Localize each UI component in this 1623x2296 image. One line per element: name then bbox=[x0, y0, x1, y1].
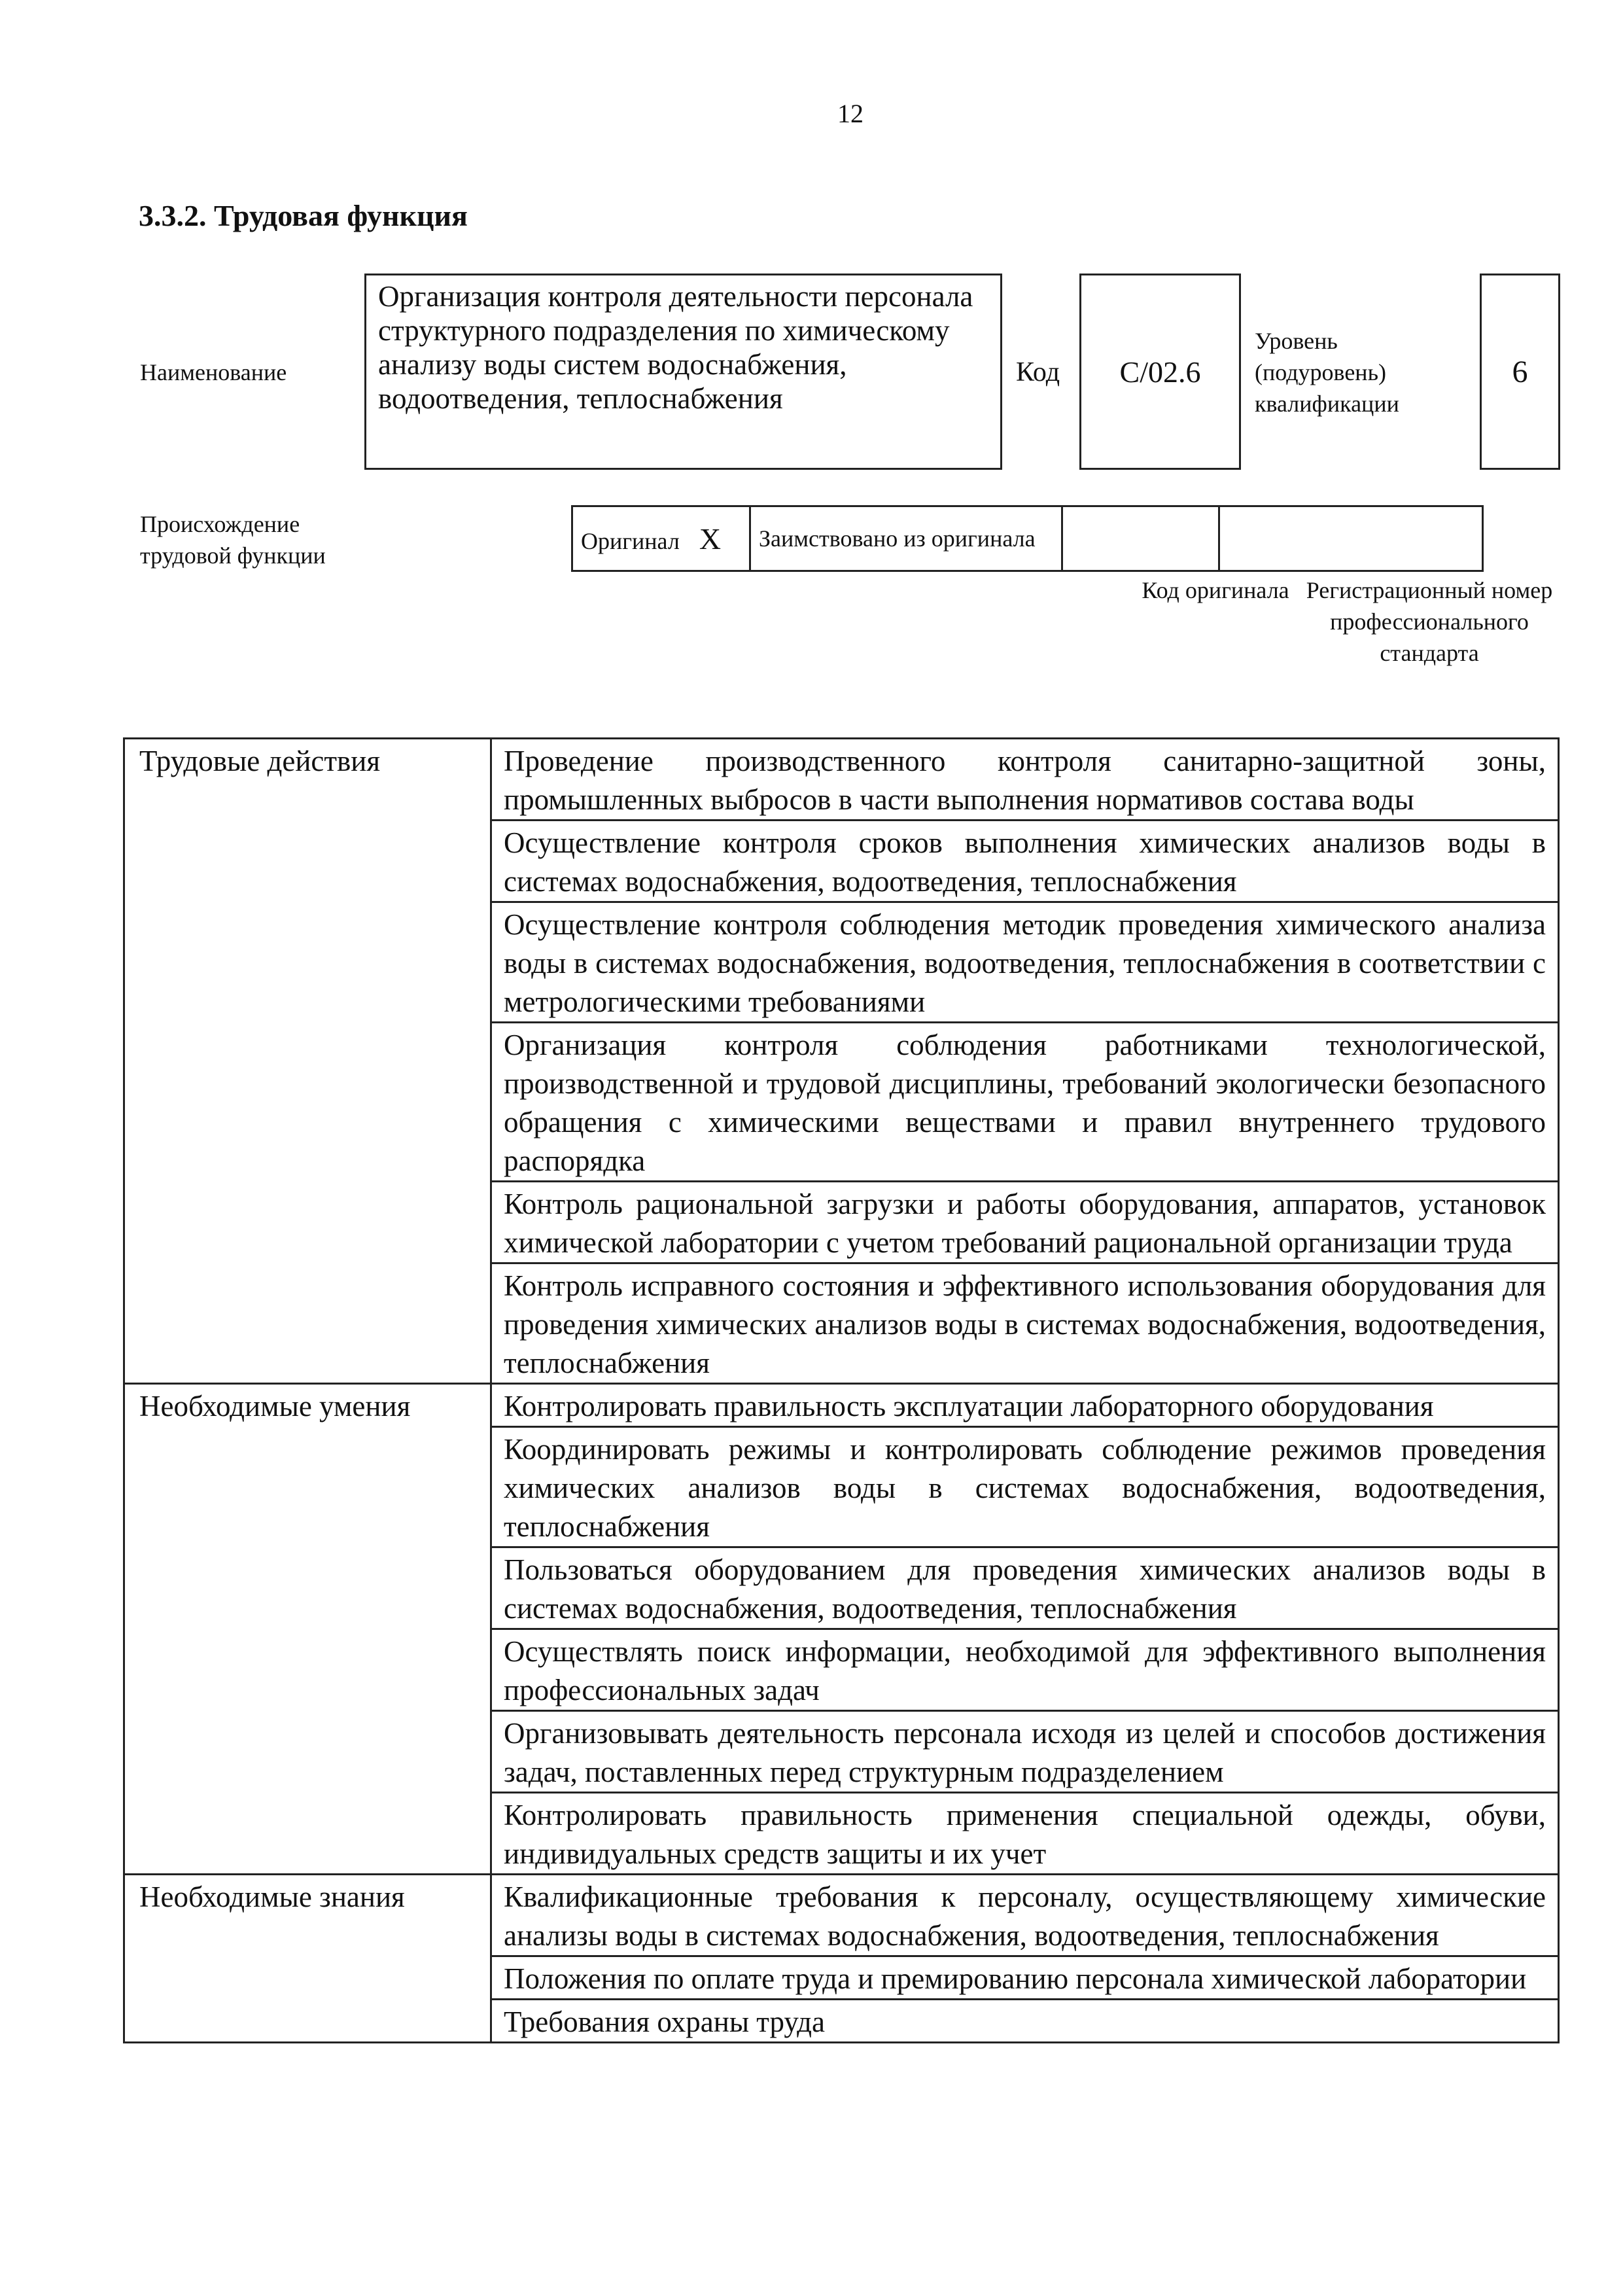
table-cell-item: Проведение производственного контроля санитарно-защитной зоны, промышленных выбросов в части выполнения нормативов состава воды bbox=[491, 739, 1559, 821]
table-cell-item: Контролировать правильность эксплуатации лабораторного оборудования bbox=[491, 1384, 1559, 1427]
table-cell-item: Квалификационные требования к персоналу, осуществляющему химические анализы воды в системах водоснабжения, водоотведения, теплоснабжения bbox=[491, 1875, 1559, 1956]
level-value: 6 bbox=[1512, 354, 1528, 389]
function-code: C/02.6 bbox=[1119, 355, 1201, 389]
table-cell-item: Осуществлять поиск информации, необходимой для эффективного выполнения профессиональных задач bbox=[491, 1629, 1559, 1711]
table-row bbox=[124, 1384, 1559, 1427]
section-title: Необходимые умения bbox=[124, 1384, 491, 1875]
section-title: Трудовые действия bbox=[124, 739, 491, 1384]
section-heading: 3.3.2. Трудовая функция bbox=[139, 199, 468, 232]
function-code-box bbox=[1079, 274, 1241, 470]
page-number: 12 bbox=[837, 99, 864, 128]
labor-function-table bbox=[123, 737, 1560, 2043]
table-cell-item: Организовывать деятельность персонала исходя из целей и способов достижения задач, поставленных перед структурным подразделением bbox=[491, 1711, 1559, 1793]
level-label: Уровень (подуровень) квалификации bbox=[1255, 328, 1399, 417]
original-code-caption: Код оригинала bbox=[1142, 577, 1289, 603]
original-cell bbox=[572, 506, 750, 571]
reg-number-caption: Регистрационный номер профессионального стандарта bbox=[1306, 577, 1553, 666]
table-cell-item: Организация контроля соблюдения работниками технологической, производственной и трудовой дисциплины, требований экологически безопасного обращения с химическими веществами и правил внутреннего трудового распорядка bbox=[491, 1023, 1559, 1182]
function-name-box: Организация контроля деятельности персонала структурного подразделения по химическому анализу воды систем водоснабжения, водоотведения, теплоснабжения bbox=[364, 274, 1002, 470]
borrowed-cell bbox=[750, 506, 1062, 571]
original-mark: X bbox=[699, 521, 722, 556]
table-cell-item: Требования охраны труда bbox=[491, 2000, 1559, 2043]
table-cell-item: Контроль рациональной загрузки и работы оборудования, аппаратов, установок химической лаборатории с учетом требований рациональной организации труда bbox=[491, 1182, 1559, 1263]
borrowed-label: Заимствовано из оригинала bbox=[759, 525, 1036, 552]
reg-number-cell bbox=[1219, 506, 1483, 571]
original-label: Оригинал bbox=[581, 527, 680, 554]
table-cell-item: Положения по оплате труда и премированию персонала химической лаборатории bbox=[491, 1956, 1559, 2000]
origin-table bbox=[571, 505, 1484, 572]
code-label: Код bbox=[1016, 357, 1060, 387]
table-cell-item: Пользоваться оборудованием для проведения химических анализов воды в системах водоснабжения, водоотведения, теплоснабжения bbox=[491, 1547, 1559, 1629]
table-cell-item: Контроль исправного состояния и эффективного использования оборудования для проведения химических анализов воды в системах водоснабжения, водоотведения, теплоснабжения bbox=[491, 1263, 1559, 1384]
original-code-cell bbox=[1062, 506, 1219, 571]
table-cell-item: Координировать режимы и контролировать соблюдение режимов проведения химических анализов воды в системах водоснабжения, водоотведения, теплоснабжения bbox=[491, 1427, 1559, 1547]
level-box bbox=[1480, 274, 1560, 470]
origin-label: Происхождение трудовой функции bbox=[140, 511, 326, 569]
name-label: Наименование bbox=[140, 359, 287, 385]
table-cell-item: Осуществление контроля сроков выполнения химических анализов воды в системах водоснабжения, водоотведения, теплоснабжения bbox=[491, 821, 1559, 902]
section-title: Необходимые знания bbox=[124, 1875, 491, 2043]
table-cell-item: Осуществление контроля соблюдения методик проведения химического анализа воды в системах водоснабжения, водоотведения, теплоснабжения в соответствии с метрологическими требованиями bbox=[491, 902, 1559, 1023]
table-row bbox=[124, 739, 1559, 821]
table-row bbox=[124, 1875, 1559, 1956]
table-cell-item: Контролировать правильность применения специальной одежды, обуви, индивидуальных средств защиты и их учет bbox=[491, 1793, 1559, 1875]
